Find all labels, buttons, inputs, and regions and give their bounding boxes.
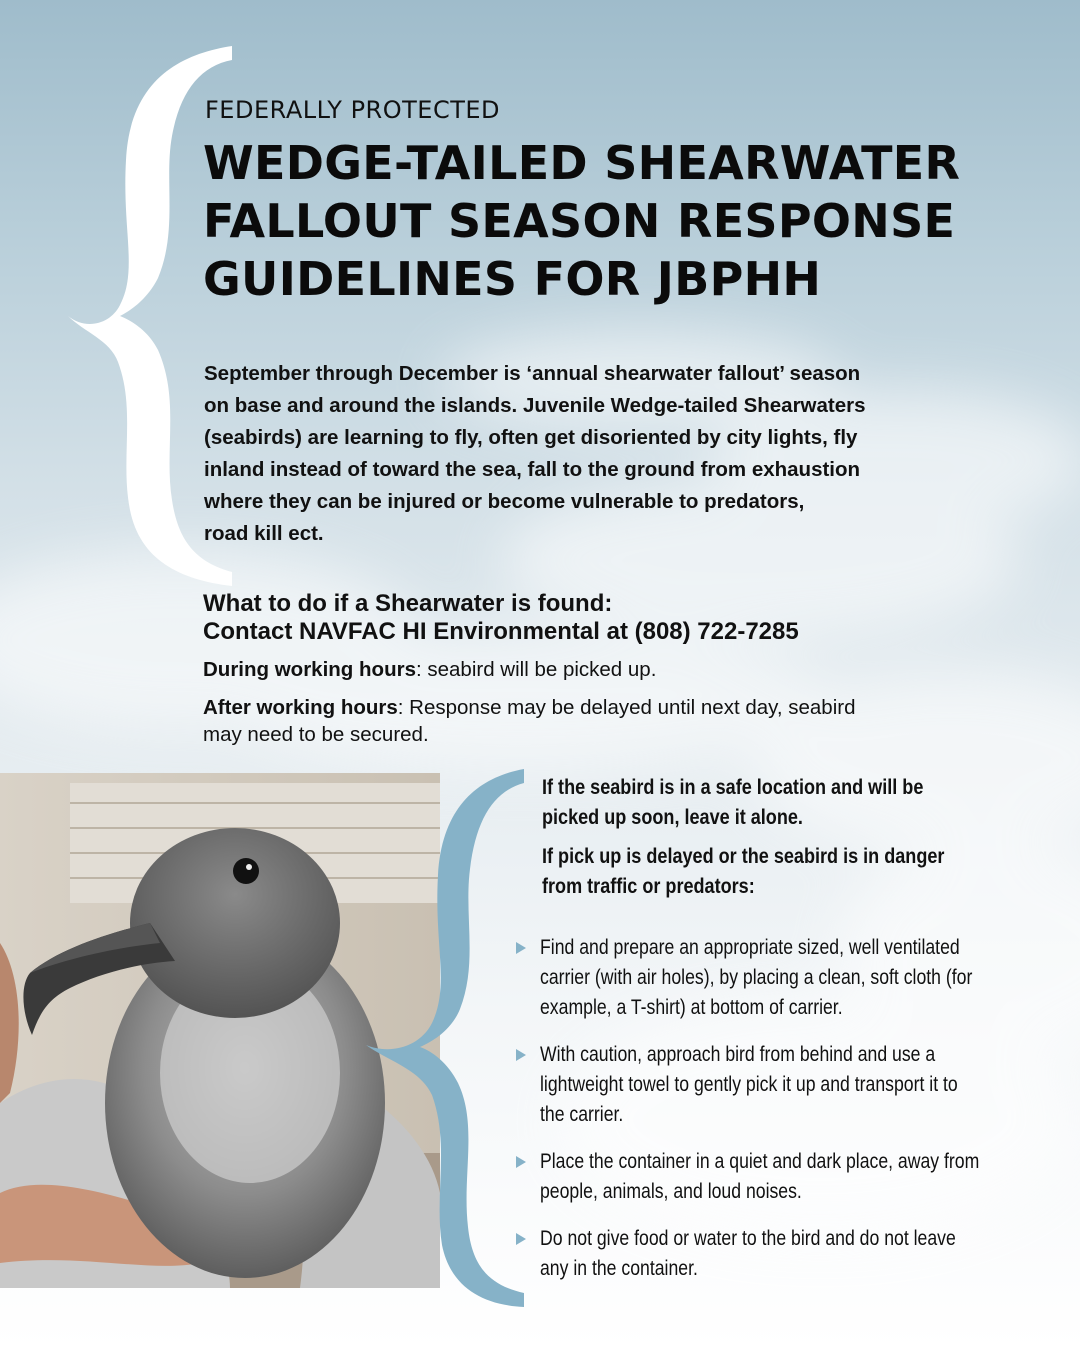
step-line: any in the container. [540,1257,698,1280]
intro-line: road kill ect. [204,522,324,545]
working-hours-text: : seabird will be picked up. [415,658,657,681]
found-heading [203,590,1023,646]
intro-line: September through December is ‘annual shearwater fallout’ season [204,362,861,385]
intro-line: (seabirds) are learning to fly, often get disoriented by city lights, fly [204,426,858,449]
step-line: Find and prepare an appropriate sized, well ventilated [540,936,960,959]
title-line: WEDGE-TAILED SHEARWATER [203,136,961,190]
list-item [516,1040,1056,1130]
after-hours-note [203,694,1023,748]
triangle-bullet-icon [516,1049,526,1061]
step-text [540,1224,1027,1284]
title-line: GUIDELINES FOR JBPHH [203,252,822,306]
page-title [203,134,1063,308]
step-text [540,1040,1027,1130]
after-hours-text: : Response may be delayed until next day, seabird [397,696,856,719]
after-hours-label: After working hours [203,696,398,719]
intro-paragraph [204,358,1004,550]
guidance-line: If the seabird is in a safe location and will be [542,776,924,799]
guidance-line: from traffic or predators: [542,875,755,898]
safe-location-guidance [542,773,946,833]
step-text [540,933,1027,1023]
guidance-line: If pick up is delayed or the seabird is in danger [542,845,945,868]
danger-guidance [542,842,946,902]
intro-line: where they can be injured or become vulnerable to predators, [204,490,805,513]
step-line: Place the container in a quiet and dark place, away from [540,1150,980,1173]
step-line: people, animals, and loud noises. [540,1180,802,1203]
list-item [516,933,1056,1023]
step-line: the carrier. [540,1103,624,1126]
list-item [516,1224,1056,1284]
step-line: Do not give food or water to the bird and do not leave [540,1227,956,1250]
triangle-bullet-icon [516,942,526,954]
title-line: FALLOUT SEASON RESPONSE [203,194,956,248]
triangle-bullet-icon [516,1156,526,1168]
triangle-bullet-icon [516,1233,526,1245]
found-question: What to do if a Shearwater is found: [203,590,613,617]
list-item [516,1147,1056,1207]
response-steps-list [516,933,1056,1301]
decorative-brace-bottom [360,765,530,1310]
working-hours-label: During working hours [203,658,416,681]
contact-line: Contact NAVFAC HI Environmental at (808) 722-7285 [203,618,799,645]
intro-line: on base and around the islands. Juvenile Wedge-tailed Shearwaters [204,394,866,417]
step-line: carrier (with air holes), by placing a clean, soft cloth (for [540,966,973,989]
step-line: example, a T-shirt) at bottom of carrier. [540,996,843,1019]
guidance-line: picked up soon, leave it alone. [542,806,803,829]
eyebrow-label: FEDERALLY PROTECTED [205,96,501,124]
after-hours-text-2: may need to be secured. [203,723,429,746]
step-line: lightweight towel to gently pick it up and transport it to [540,1073,958,1096]
step-line: With caution, approach bird from behind and use a [540,1043,936,1066]
working-hours-note [203,656,1023,683]
intro-line: inland instead of toward the sea, fall to the ground from exhaustion [204,458,861,481]
step-text [540,1147,1027,1207]
